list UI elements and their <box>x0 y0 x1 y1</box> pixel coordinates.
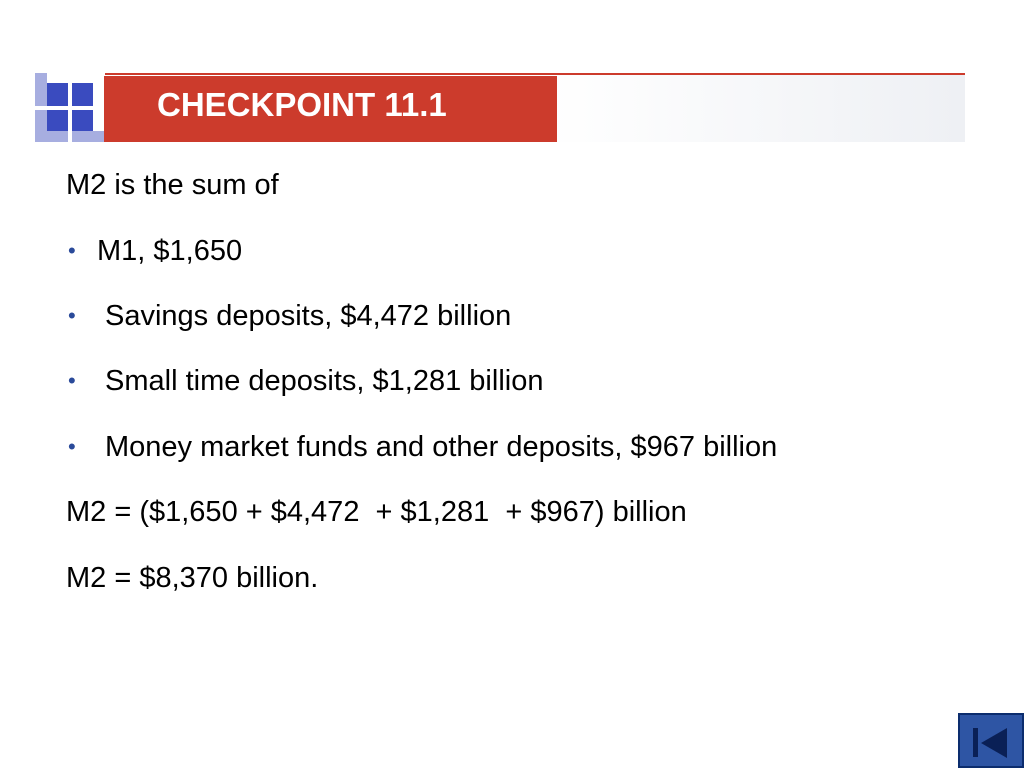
bullet-marker: • <box>68 303 76 328</box>
bullet-item: Money market funds and other deposits, $967 billion <box>105 431 778 463</box>
slide-title: CHECKPOINT 11.1 <box>157 86 447 123</box>
back-to-start-button[interactable] <box>958 713 1024 768</box>
equation-sum: M2 = ($1,650 + $4,472 + $1,281 + $967) billion <box>66 496 687 528</box>
equation-result: M2 = $8,370 billion. <box>66 562 319 594</box>
bullet-item: Savings deposits, $4,472 billion <box>105 300 512 332</box>
bullet-marker: • <box>68 434 76 459</box>
bullet-item: Small time deposits, $1,281 billion <box>105 365 544 397</box>
header-top-rule <box>104 73 965 75</box>
previous-arrow-icon <box>981 728 1007 758</box>
bullet-marker: • <box>68 238 76 263</box>
bullet-item: M1, $1,650 <box>97 235 243 267</box>
checkpoint-logo-icon <box>35 73 105 142</box>
logo-horizontal-divider <box>35 106 105 110</box>
back-to-start-icon <box>973 728 978 757</box>
bullet-marker: • <box>68 368 76 393</box>
intro-text: M2 is the sum of <box>66 169 279 201</box>
